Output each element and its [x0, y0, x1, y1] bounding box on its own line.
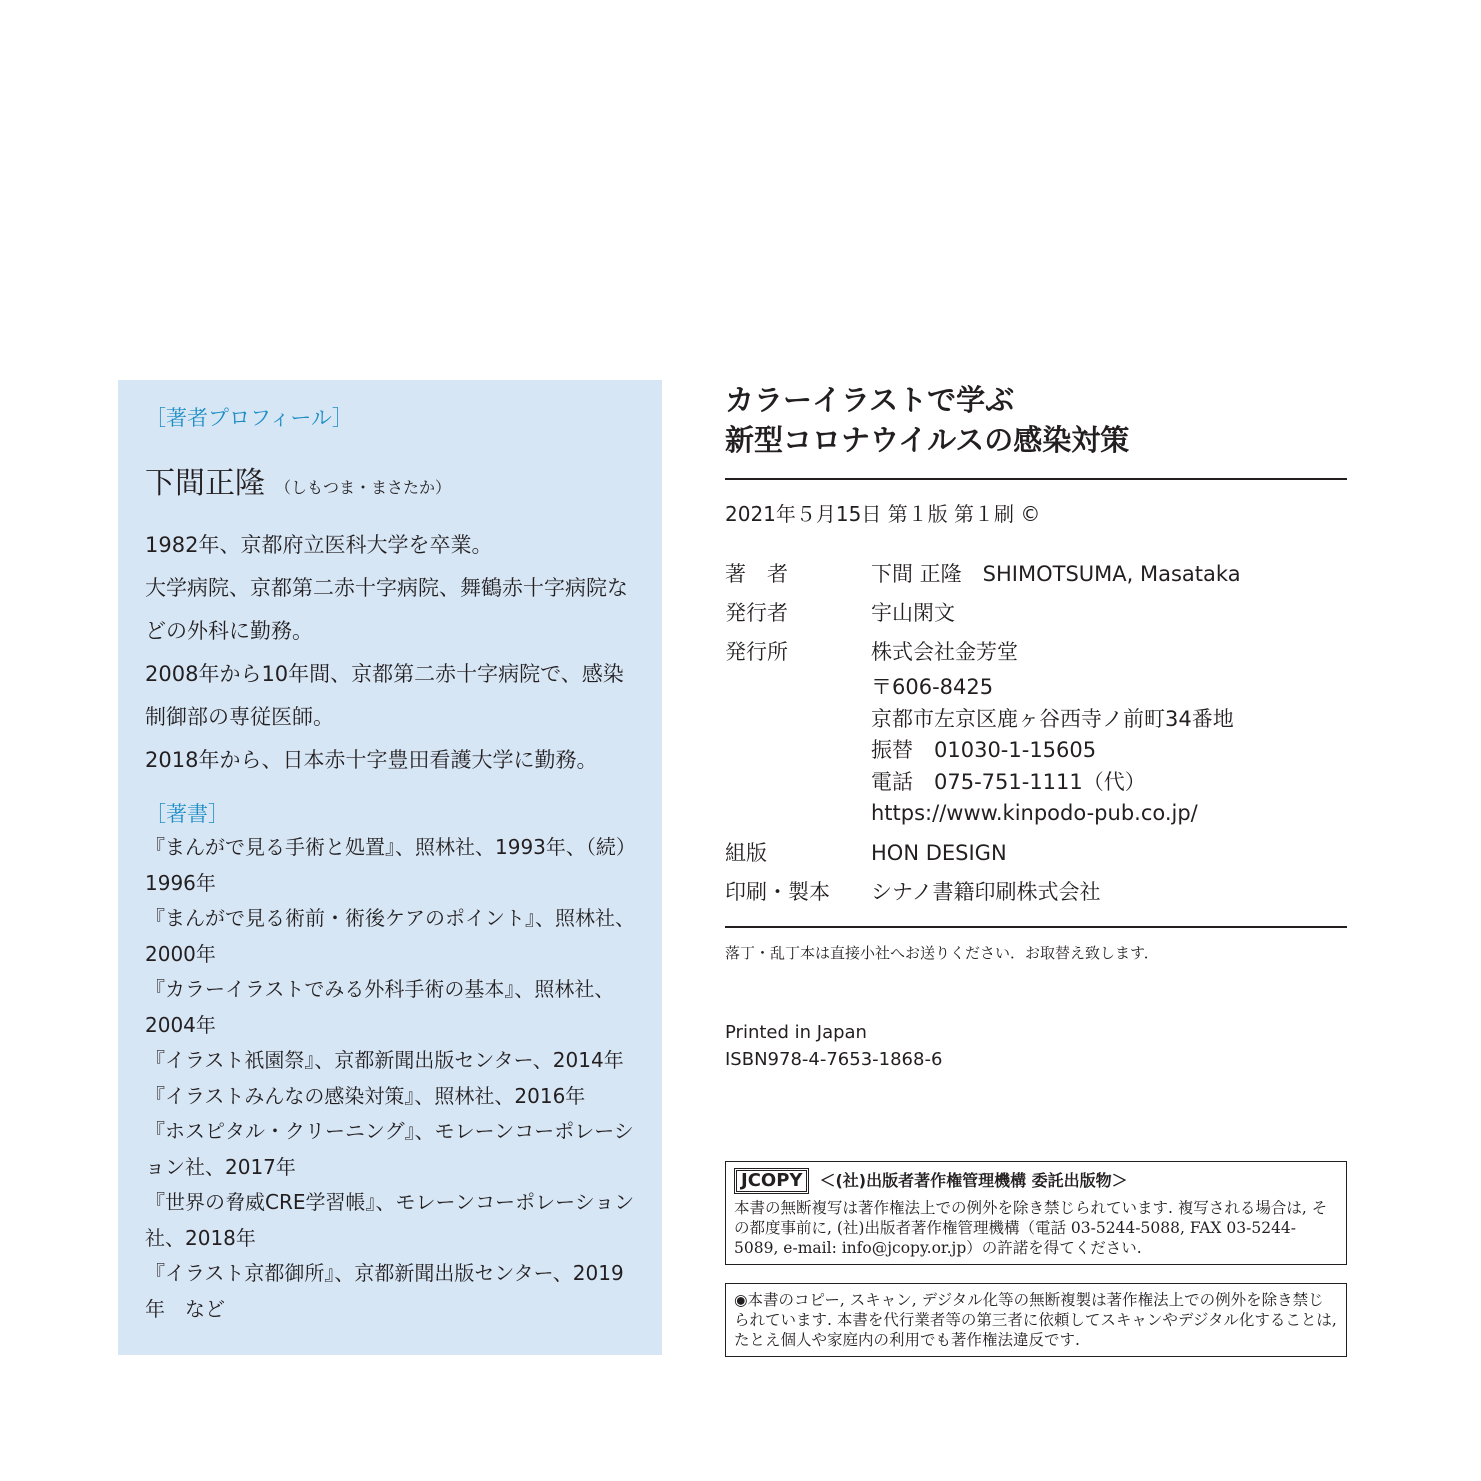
- scan-notice: [725, 1283, 1347, 1357]
- bio-line: 1982年、京都府立医科大学を卒業。: [145, 533, 493, 557]
- transfer-account: 振替 01030-1-15605: [871, 738, 1097, 762]
- jcopy-title: ＜(社)出版者著作権管理機構 委託出版物＞: [819, 1170, 1128, 1190]
- phone: 電話 075-751-1111（代）: [871, 769, 1146, 794]
- postal-code: 〒606-8425: [871, 675, 994, 699]
- bio-line: 2018年から、日本赤十字豊田看護大学に勤務。: [145, 748, 598, 772]
- jcopy-logo: JCOPY: [734, 1168, 809, 1194]
- bio-line: 2008年から10年間、京都第二赤十字病院で、感染制御部の専従医師。: [145, 662, 624, 729]
- author-bio: [145, 524, 638, 782]
- bio-line: 大学病院、京都第二赤十字病院、舞鶴赤十字病院などの外科に勤務。: [145, 576, 628, 643]
- books-heading: ［著書］: [145, 802, 229, 826]
- value: 株式会社金芳堂: [871, 640, 1018, 664]
- title-line-1: カラーイラストで学ぶ: [725, 383, 1015, 417]
- publisher-row: [725, 594, 1347, 633]
- divider: [725, 478, 1347, 480]
- label: 印刷・製本: [725, 879, 830, 904]
- publishing-house-row: [725, 633, 1347, 672]
- value: シナノ書籍印刷株式会社: [871, 879, 1101, 904]
- edition-info: 2021年５月15日 第１版 第１刷 ©: [725, 502, 1041, 526]
- scan-text: ◉本書のコピー, スキャン, デジタル化等の無断複製は著作権法上での例外を除き禁じられています. 本書を代行業者等の第三者に依頼してスキャンやデジタル化することは, たとえ個人や家庭内の利用でも著作権法違反です.: [734, 1290, 1337, 1349]
- website-link[interactable]: https://www.kinpodo-pub.co.jp/: [871, 801, 1198, 825]
- jcopy-text: 本書の無断複写は著作権法上での例外を除き禁じられています. 複写される場合は, その都度事前に, (社)出版者著作権管理機構（電話 03-5244-5088, FAX 03-5244-5089, e-mail: info@jcopy.or.jp）の許諾を得てください.: [734, 1198, 1328, 1257]
- books-list: [145, 830, 638, 1327]
- title-line-2: 新型コロナウイルスの感染対策: [725, 423, 1130, 457]
- book-item: 『まんがで見る術前・術後ケアのポイント』、照林社、2000年: [145, 906, 635, 966]
- author-reading: （しもつま・まさたか）: [275, 478, 452, 497]
- author-name-text: 下間正隆: [145, 466, 265, 501]
- printing-row: [725, 873, 1347, 912]
- typeset-row: [725, 834, 1347, 873]
- book-item: 『ホスピタル・クリーニング』、モレーンコーポレーション社、2017年: [145, 1119, 634, 1179]
- author-profile-panel: [118, 380, 662, 1355]
- book-item: 『イラスト京都御所』、京都新聞出版センター、2019年 など: [145, 1261, 624, 1321]
- book-item: 『まんがで見る手術と処置』、照林社、1993年、（続）1996年: [145, 835, 636, 895]
- book-item: 『世界の脅威CRE学習帳』、モレーンコーポレーション社、2018年: [145, 1190, 635, 1250]
- book-item: 『イラストみんなの感染対策』、照林社、2016年: [145, 1083, 586, 1108]
- label: 発行者: [725, 601, 788, 625]
- value: 宇山閑文: [871, 601, 955, 625]
- label: 組版: [725, 840, 767, 865]
- author-name: [145, 458, 638, 502]
- book-item: 『カラーイラストでみる外科手術の基本』、照林社、2004年: [145, 977, 615, 1037]
- profile-heading: ［著者プロフィール］: [145, 406, 353, 430]
- jcopy-notice: [725, 1161, 1347, 1265]
- label: 著 者: [725, 562, 788, 586]
- replacement-note: 落丁・乱丁本は直接小社へお送りください．お取替え致します．: [725, 943, 1159, 962]
- book-title: [725, 380, 1347, 460]
- label: 発行所: [725, 640, 788, 664]
- jcopy-header: [734, 1168, 1338, 1194]
- colophon: [725, 380, 1347, 1357]
- printed-in: Printed in Japan: [725, 1021, 867, 1043]
- value: 下間 正隆 SHIMOTSUMA, Masataka: [871, 562, 1241, 586]
- divider: [725, 926, 1347, 928]
- author-row: [725, 555, 1347, 594]
- isbn: ISBN978-4-7653-1868-6: [725, 1048, 943, 1070]
- address: 京都市左京区鹿ヶ谷西寺ノ前町34番地: [871, 706, 1234, 731]
- book-item: 『イラスト祇園祭』、京都新聞出版センター、2014年: [145, 1048, 624, 1072]
- value: HON DESIGN: [871, 840, 1007, 865]
